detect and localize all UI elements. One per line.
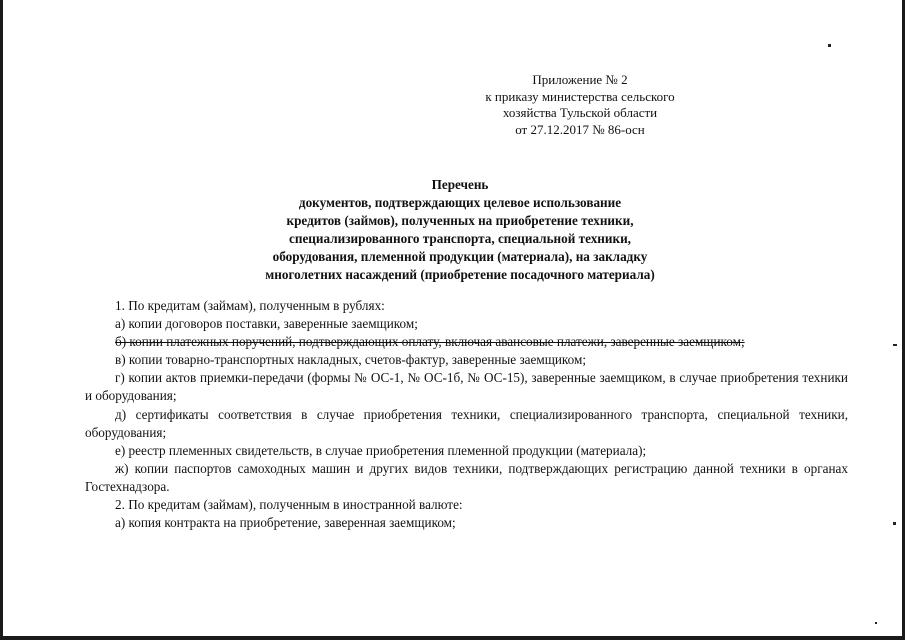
item-1b-struck	[85, 333, 848, 351]
scan-speck	[875, 622, 877, 624]
item-1a: а) копии договоров поставки, заверенные заемщиком;	[115, 316, 418, 332]
struck-text: б) копии платежных поручений, подтверждающих оплату, включая авансовые платежи, заверенные заемщиком;	[115, 334, 745, 350]
item-2a: а) копия контракта на приобретение, заверенная заемщиком;	[115, 515, 456, 531]
item-1zh: ж) копии паспортов самоходных машин и других видов техники, подтверждающих регистрацию данной техники в органах Гостехнадзора.	[85, 460, 848, 494]
title-line-6: многолетних насаждений (приобретение посадочного материала)	[265, 267, 655, 282]
section-2-heading: 2. По кредитам (займам), полученным в иностранной валюте:	[115, 497, 463, 513]
scan-speck	[893, 344, 897, 346]
appendix-order-ref: к приказу министерства сельского	[485, 88, 675, 104]
title-line-5: оборудования, племенной продукции (материала), на закладку	[272, 249, 648, 264]
document-body	[85, 297, 848, 532]
document-title	[160, 176, 760, 284]
appendix-ministry: хозяйства Тульской области	[502, 105, 658, 120]
appendix-date-number: от 27.12.2017 № 86-осн	[515, 121, 645, 137]
item-1d: д) сертификаты соответствия в случае приобретения техники, специализированного транспорта, специальной техники, оборудования;	[85, 406, 848, 440]
appendix-header	[430, 72, 730, 138]
title-line-3: кредитов (займов), полученных на приобретение техники,	[286, 213, 634, 228]
scan-speck	[893, 522, 896, 525]
scan-border-bottom	[0, 636, 905, 640]
appendix-number: Приложение № 2	[532, 72, 628, 87]
title-line-2: документов, подтверждающих целевое использование	[298, 195, 622, 210]
title-line-1: Перечень	[431, 177, 489, 192]
section-1-heading: 1. По кредитам (займам), полученным в рублях:	[115, 298, 385, 313]
item-1v: в) копии товарно-транспортных накладных, счетов-фактур, заверенные заемщиком;	[115, 352, 587, 368]
scan-speck	[828, 44, 831, 47]
item-1e: е) реестр племенных свидетельств, в случае приобретения племенной продукции (материала);	[115, 442, 647, 458]
item-1g: г) копии актов приемки-передачи (формы № ОС-1, № ОС-1б, № ОС-15), заверенные заемщиком, в случае приобретения техники и оборудования;	[85, 370, 848, 404]
title-line-4: специализированного транспорта, специальной техники,	[289, 231, 631, 246]
scan-border-left	[0, 0, 3, 640]
